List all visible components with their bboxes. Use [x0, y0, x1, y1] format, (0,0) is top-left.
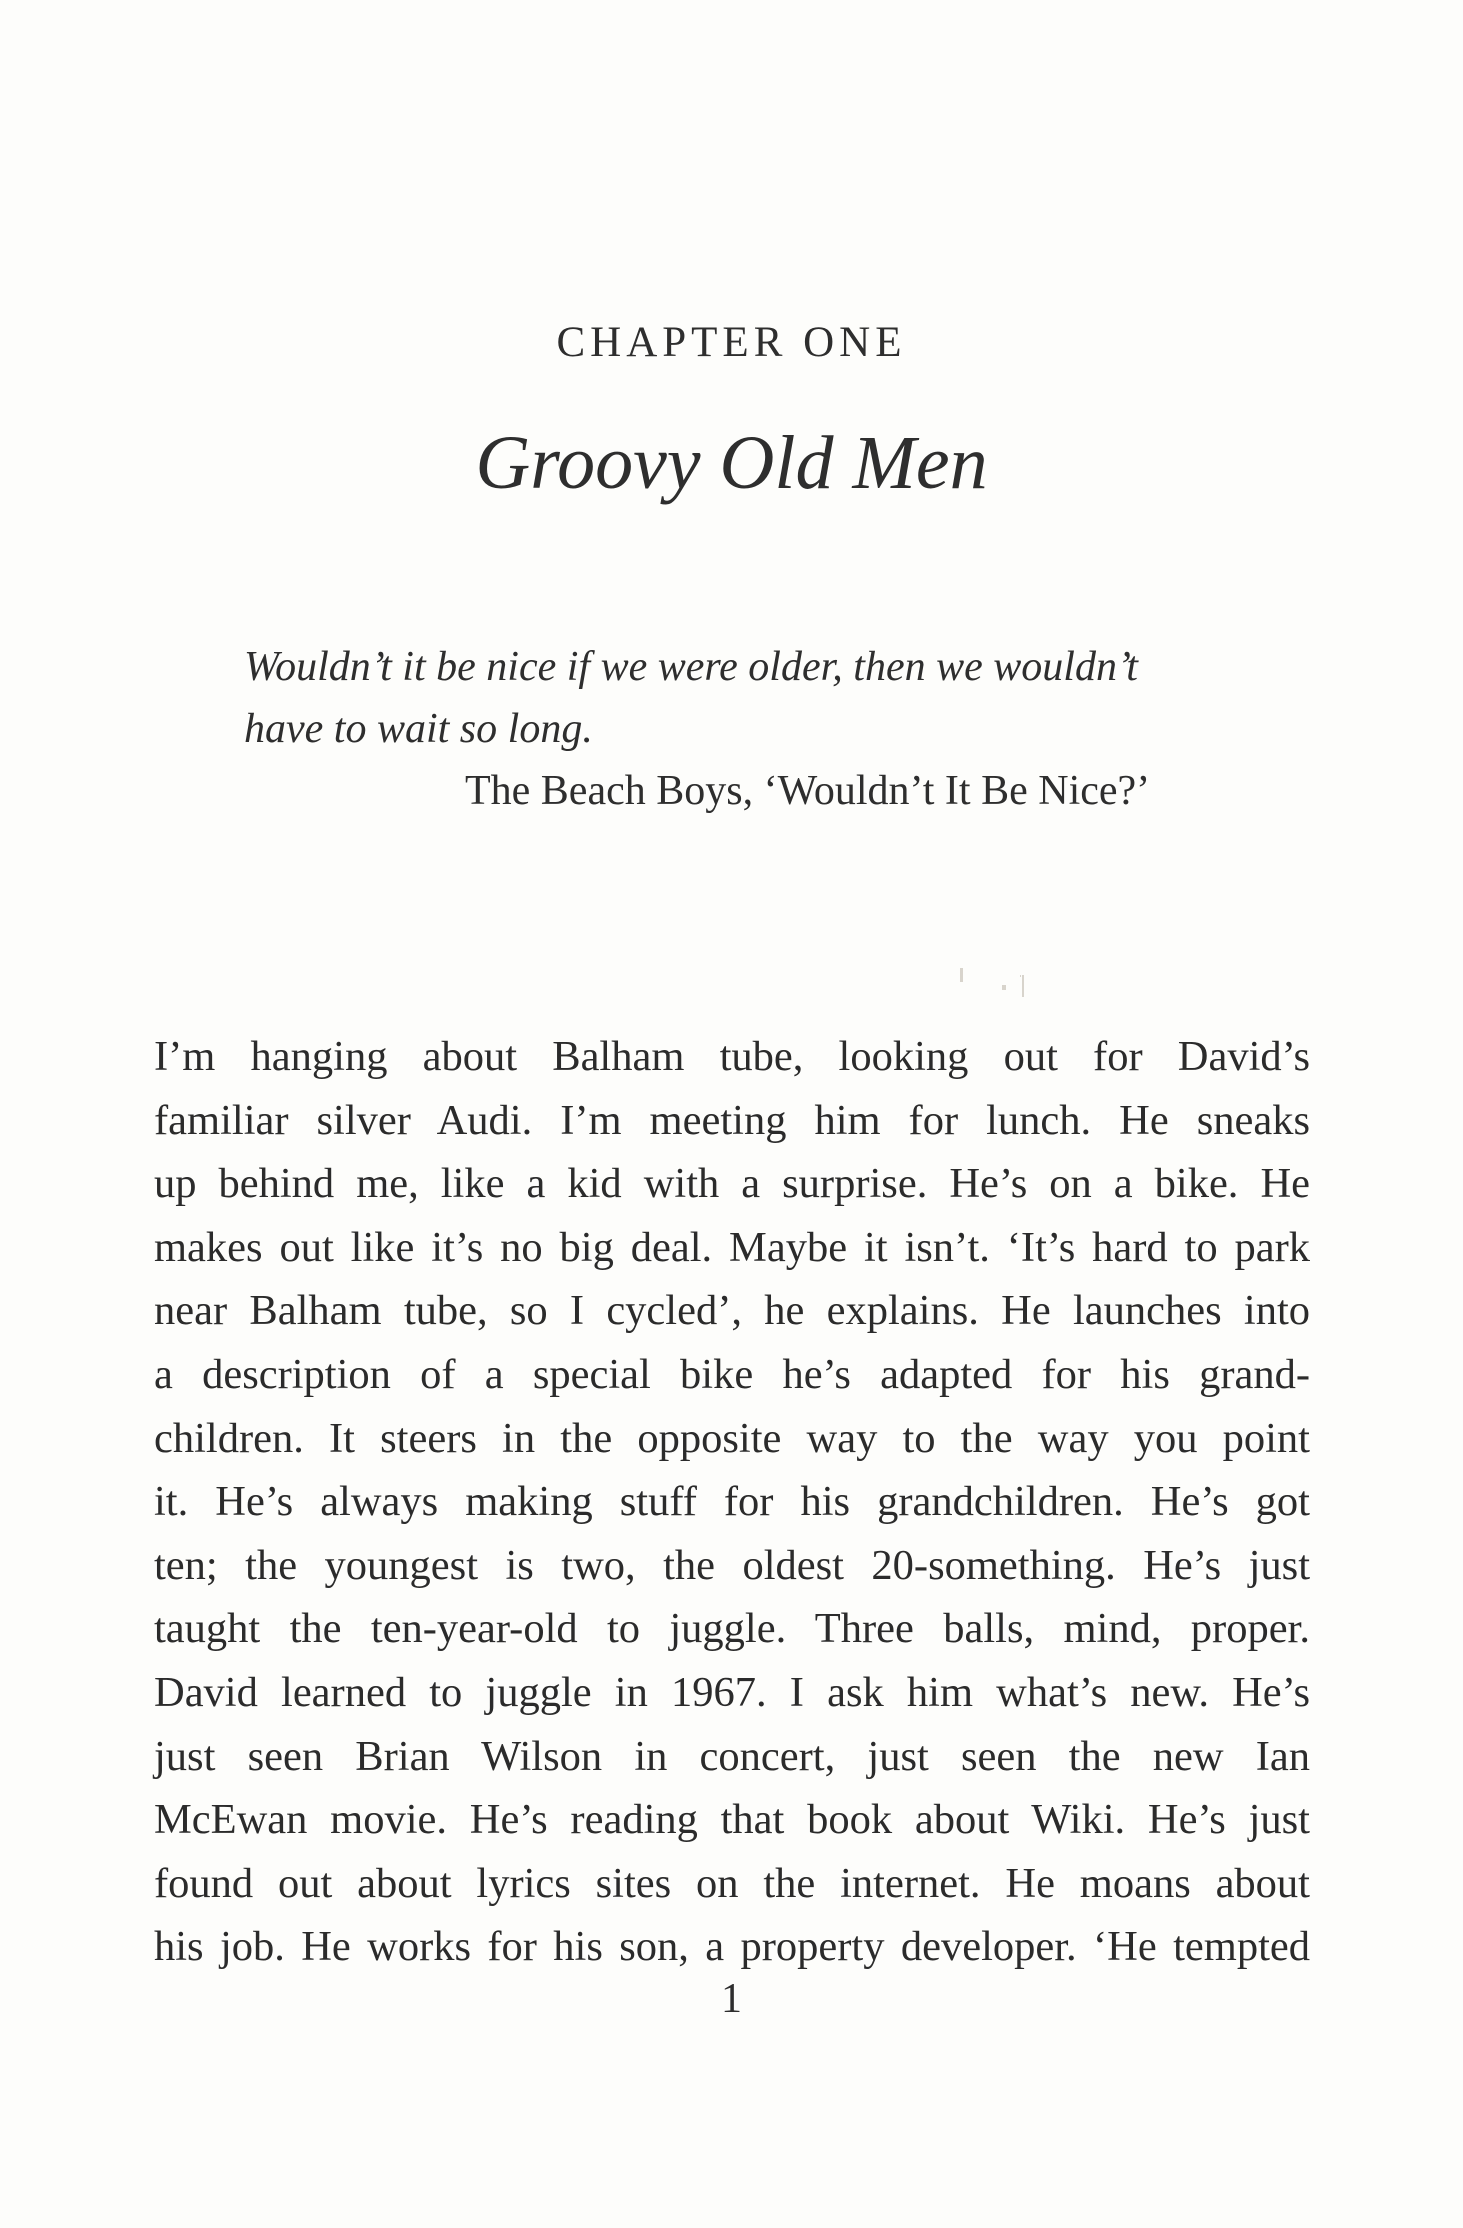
- body-line: just seen Brian Wilson in concert, just seen the new Ian: [154, 1732, 1310, 1780]
- paper-speck: [1022, 975, 1024, 997]
- epigraph: [244, 636, 1244, 822]
- chapter-title: Groovy Old Men: [475, 421, 988, 505]
- body-line: David learned to juggle in 1967. I ask him what’s new. He’s: [154, 1668, 1310, 1716]
- chapter-label: CHAPTER ONE: [556, 319, 907, 366]
- body-line: children. It steers in the opposite way to the way you point: [154, 1414, 1310, 1462]
- page-number: 1: [721, 1976, 742, 2022]
- body-line: up behind me, like a kid with a surprise. He’s on a bike. He: [154, 1160, 1310, 1208]
- body-line: found out about lyrics sites on the internet. He moans about: [154, 1859, 1310, 1907]
- body-line: makes out like it’s no big deal. Maybe it isn’t. ‘It’s hard to park: [154, 1223, 1310, 1271]
- body-line: his job. He works for his son, a property developer. ‘He tempted: [154, 1923, 1310, 1971]
- paper-speck: [960, 968, 963, 982]
- body-line: near Balham tube, so I cycled’, he explains. He launches into: [154, 1287, 1310, 1335]
- body-line: a description of a special bike he’s adapted for his grand-: [154, 1350, 1310, 1398]
- body-line: familiar silver Audi. I’m meeting him for lunch. He sneaks: [154, 1096, 1310, 1144]
- body-line: I’m hanging about Balham tube, looking out for David’s: [154, 1033, 1310, 1080]
- body-line: it. He’s always making stuff for his grandchildren. He’s got: [154, 1478, 1310, 1526]
- paper-speck: [1020, 975, 1021, 977]
- body-paragraph: [154, 1025, 1310, 1979]
- body-line: McEwan movie. He’s reading that book about Wiki. He’s just: [154, 1796, 1310, 1844]
- epigraph-line: Wouldn’t it be nice if we were older, then we wouldn’t: [244, 644, 1138, 690]
- epigraph-line: have to wait so long.: [244, 706, 593, 752]
- body-line: ten; the youngest is two, the oldest 20-something. He’s just: [154, 1541, 1310, 1589]
- epigraph-attribution: The Beach Boys, ‘Wouldn’t It Be Nice?’: [465, 768, 1151, 814]
- body-line: taught the ten-year-old to juggle. Three balls, mind, proper.: [154, 1605, 1310, 1653]
- paper-speck: [1002, 985, 1006, 990]
